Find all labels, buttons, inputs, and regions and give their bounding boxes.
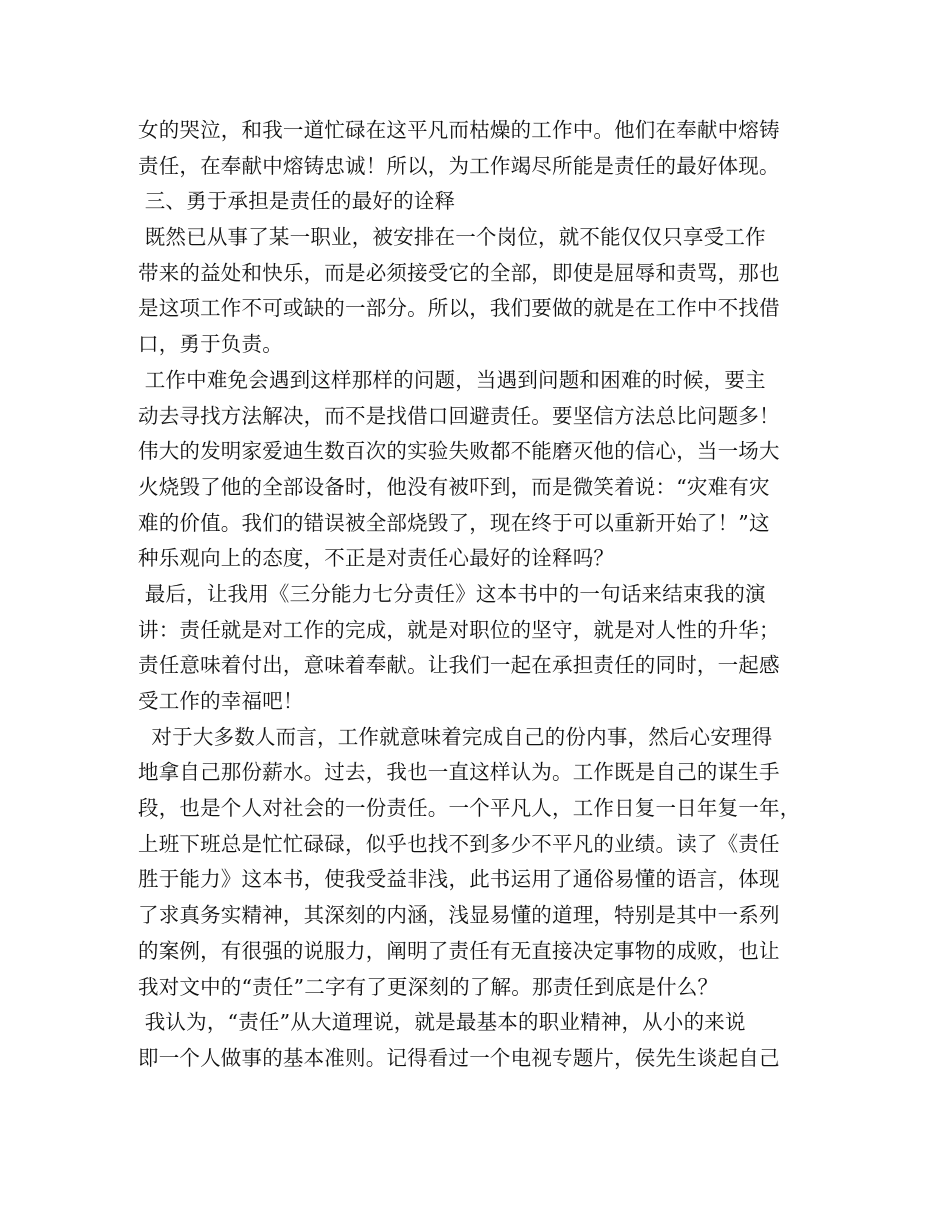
text-line: 即一个人做事的基本准则。记得看过一个电视专题片，侯先生谈起自己 (138, 1045, 780, 1070)
text-line: 火烧毁了他的全部设备时，他没有被吓到，而是微笑着说：“灾难有灾 (138, 474, 770, 499)
text-line: 受工作的幸福吧！ (138, 689, 304, 713)
text-line: 既然已从事了某一职业，被安排在一个岗位，就不能仅仅只享受工作 (138, 225, 766, 250)
text-line: 上班下班总是忙忙碌碌，似乎也找不到多少不平凡的业绩。读了《责任 (138, 831, 780, 856)
text-line: 责任意味着付出，意味着奉献。让我们一起在承担责任的同时，一起感 (138, 653, 780, 678)
document-body (138, 113, 828, 1077)
text-line: 我认为，“责任”从大道理说，就是最基本的职业精神，从小的来说 (138, 1010, 746, 1035)
text-line: 责任，在奉献中熔铸忠诚！所以，为工作竭尽所能是责任的最好体现。 (138, 153, 780, 178)
text-line: 地拿自己那份薪水。过去，我也一直这样认为。工作既是自己的谋生手 (138, 760, 780, 785)
text-line: 女的哭泣，和我一道忙碌在这平凡而枯燥的工作中。他们在奉献中熔铸 (138, 118, 780, 142)
text-line: 难的价值。我们的错误被全部烧毁了，现在终于可以重新开始了！”这 (138, 510, 770, 535)
section-heading: 三、勇于承担是责任的最好的诠释 (138, 189, 456, 214)
text-line: 带来的益处和快乐，而是必须接受它的全部，即使是屈辱和责骂，那也 (138, 260, 780, 285)
text-line: 我对文中的“责任”二字有了更深刻的了解。那责任到底是什么？ (138, 974, 719, 999)
text-line: 段，也是个人对社会的一份责任。一个平凡人，工作日复一日年复一年， (138, 796, 801, 821)
text-line: 是这项工作不可或缺的一部分。所以，我们要做的就是在工作中不找借 (138, 296, 780, 321)
text-line: 对于大多数人而言，工作就意味着完成自己的份内事，然后心安理得 (138, 724, 773, 749)
text-line: 讲：责任就是对工作的完成，就是对职位的坚守，就是对人性的升华； (138, 617, 780, 642)
text-line: 种乐观向上的态度，不正是对责任心最好的诠释吗？ (138, 546, 615, 571)
text-line: 胜于能力》这本书，使我受益非浅，此书运用了通俗易懂的语言，体现 (138, 867, 780, 892)
text-line: 口，勇于负责。 (138, 332, 283, 357)
text-line: 伟大的发明家爱迪生数百次的实验失败都不能磨灭他的信心，当一场大 (138, 439, 780, 464)
text-line: 动去寻找方法解决，而不是找借口回避责任。要坚信方法总比问题多！ (138, 403, 780, 428)
text-line: 工作中难免会遇到这样那样的问题，当遇到问题和困难的时候，要主 (138, 367, 766, 392)
text-line: 的案例，有很强的说服力，阐明了责任有无直接决定事物的成败，也让 (138, 938, 780, 963)
text-line: 最后，让我用《三分能力七分责任》这本书中的一句话来结束我的演 (138, 581, 766, 606)
text-line: 了求真务实精神，其深刻的内涵，浅显易懂的道理，特别是其中一系列 (138, 903, 780, 928)
